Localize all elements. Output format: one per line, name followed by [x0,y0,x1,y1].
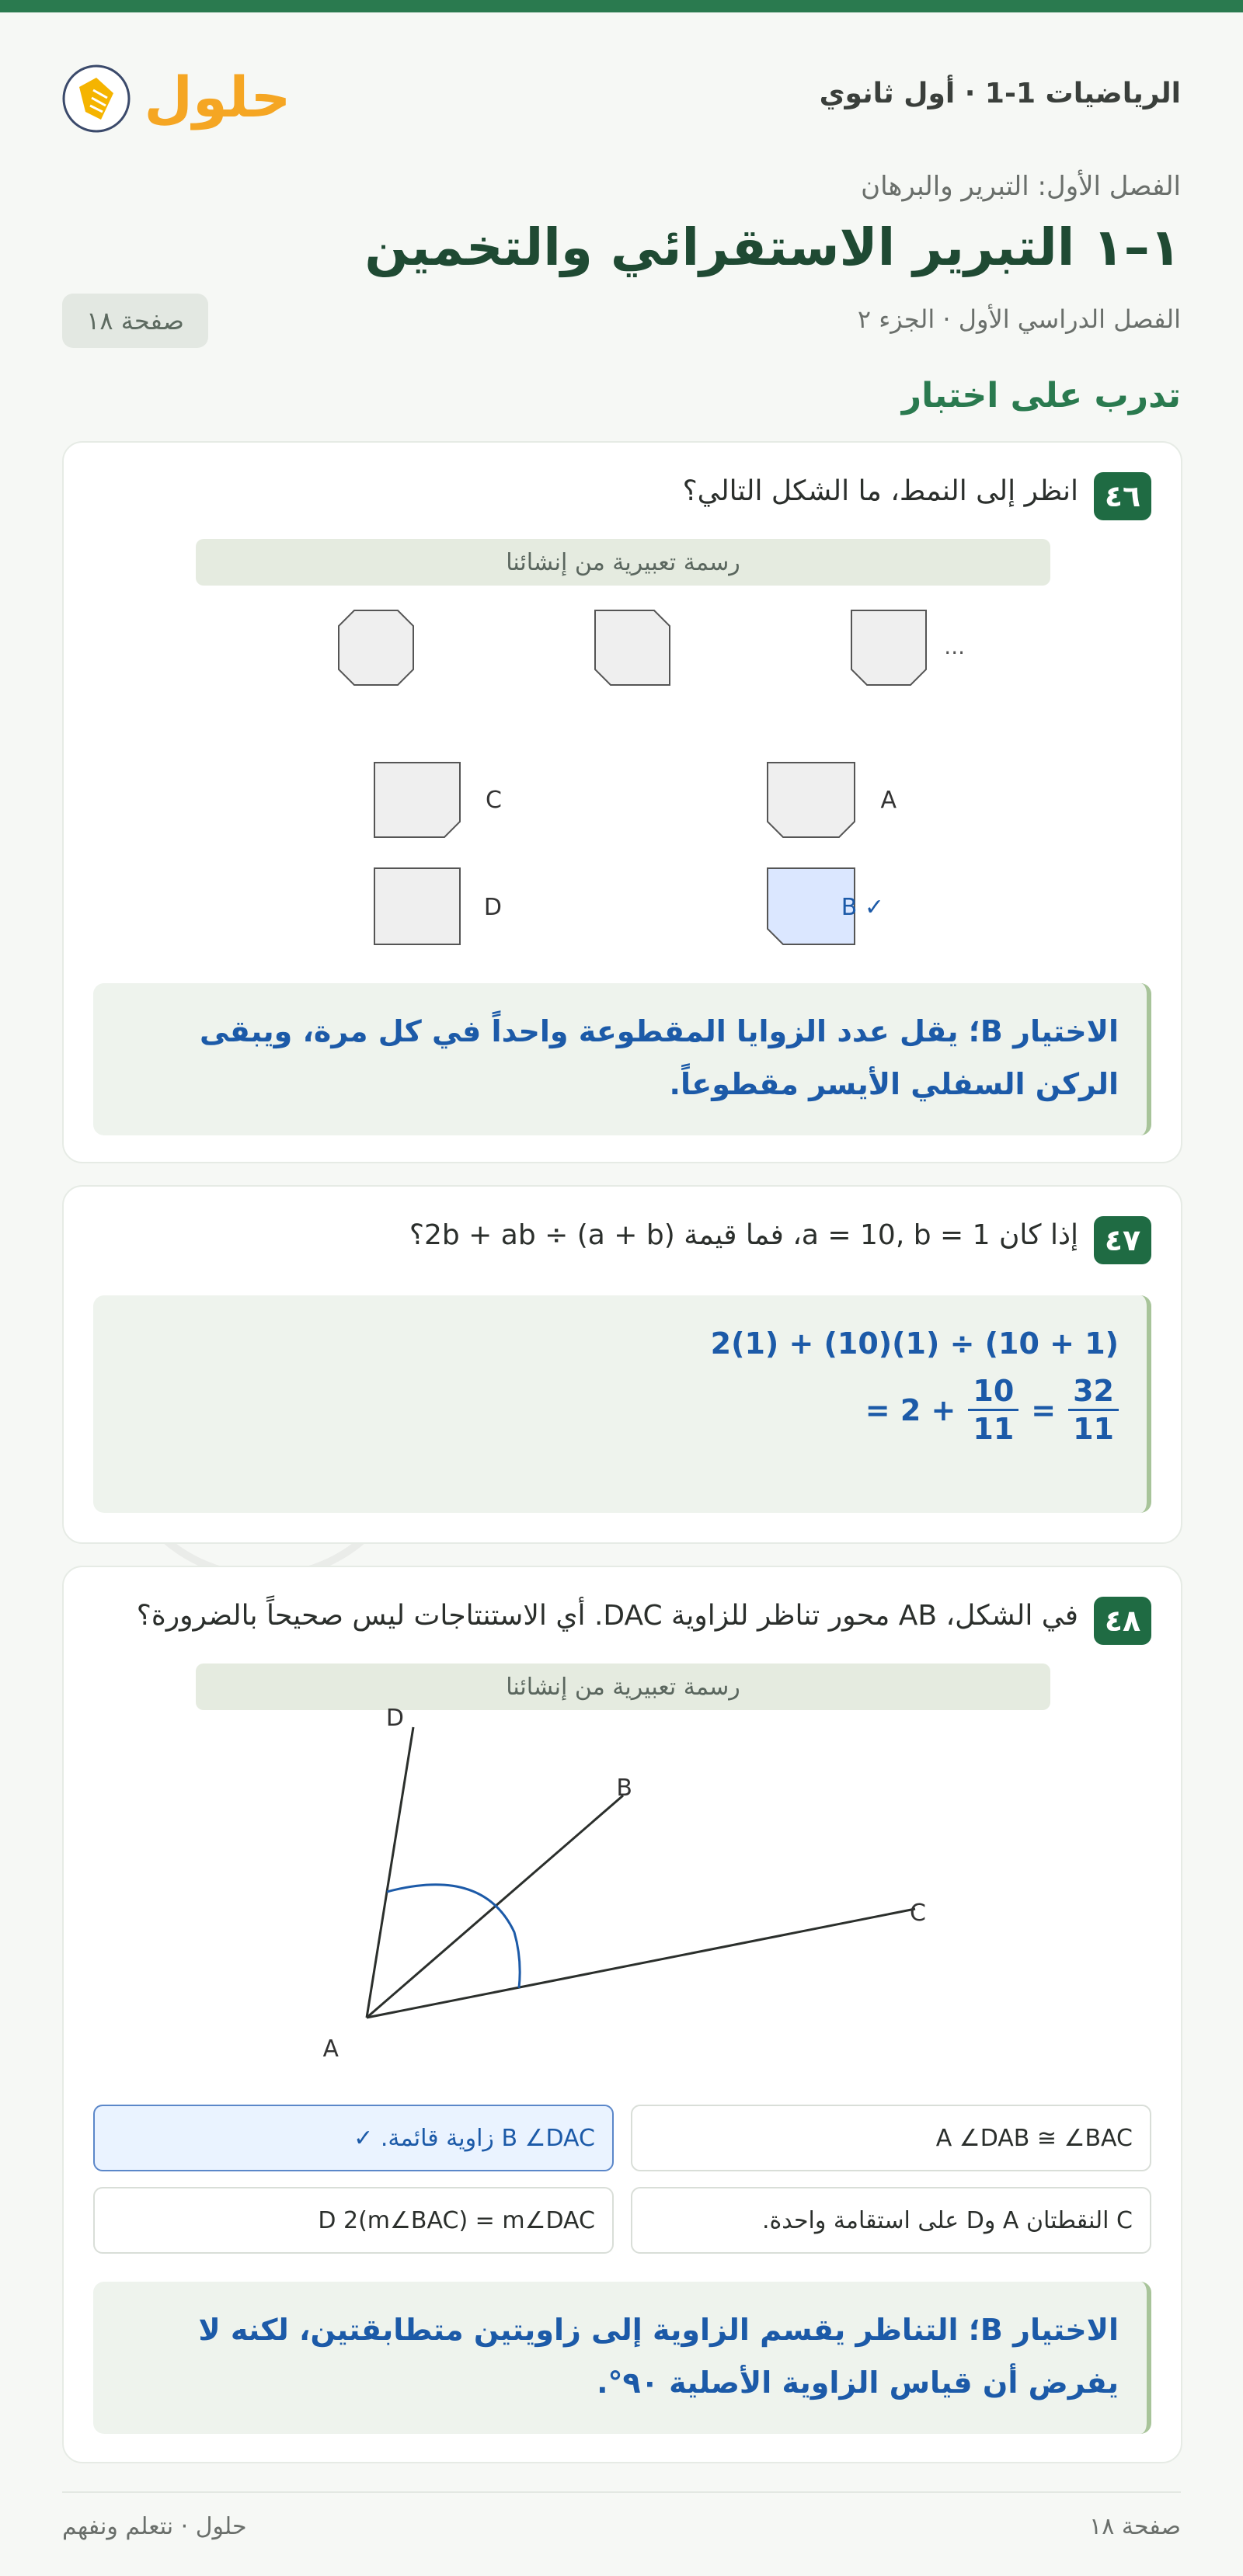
question-text: إذا كان a = 10, b = 1، فما قيمة 2b + ab ÷ (a + b)؟ [409,1219,1078,1251]
angle-arc [387,1885,520,1988]
pattern-shape-2 [595,610,670,685]
ray-ad [367,1727,413,2018]
question-card-46 [62,441,1182,1163]
pattern-shape-3 [339,610,413,685]
point-a-label: A [322,2035,339,2056]
section-title: تدرب على اختبار [901,376,1181,415]
brand-logo [62,64,295,134]
footer-page-number: صفحة ١٨ [1089,2513,1181,2540]
point-b-label: B [616,1775,632,1802]
option-c-shape [374,763,460,837]
pattern-ellipsis: ... [944,634,965,659]
fraction-2 [1068,1373,1119,1447]
fraction-2-numerator: 32 [1068,1373,1119,1411]
pattern-shape-1 [851,610,926,685]
course-title: الرياضيات 1-1 · أول ثانوي [819,78,1181,110]
ray-ac [367,1909,915,2018]
choice-a[interactable]: A ∠DAB ≅ ∠BAC [631,2105,1151,2171]
solution-box [93,1295,1151,1513]
question-text: في الشكل، AB محور تناظر للزاوية DAC. أي الاستنتاجات ليس صحيحاً بالضرورة؟ [136,1600,1078,1632]
choice-b[interactable]: B ∠DAC زاوية قائمة. ✓ [93,2105,614,2171]
fraction-1-numerator: 10 [968,1373,1018,1411]
answer-box: الاختيار B؛ يقل عدد الزوايا المقطوعة واحداً في كل مرة، ويبقى الركن السفلي الأيسر مقطوعاً. [93,983,1151,1135]
illustration-tag: رسمة تعبيرية من إنشائنا [196,1663,1050,1710]
fraction-1 [968,1373,1018,1447]
lesson-title: ١–١ التبرير الاستقرائي والتخمين [364,217,1181,277]
question-card-47 [62,1185,1182,1544]
point-d-label: D [385,1705,404,1732]
solution-equals: = [1031,1392,1057,1427]
choice-c[interactable]: C النقطتان A وD على استقامة واحدة. [631,2187,1151,2254]
page-badge: صفحة ١٨ [62,294,208,348]
option-a-shape [768,763,855,837]
top-accent-bar [0,0,1243,12]
brand-name: حلول [144,64,291,130]
illustration-tag: رسمة تعبيرية من إنشائنا [196,539,1050,586]
angle-figure [64,1699,1181,2056]
question-card-48 [62,1566,1182,2463]
solution-line-1: 2(1) + (10)(1) ÷ (10 + 1) [710,1326,1119,1361]
footer-tagline: حلول · نتعلم ونفهم [62,2513,247,2540]
solution-line-2 [121,1373,1119,1447]
point-c-label: C [910,1900,926,1927]
pattern-figure [64,598,1181,1033]
choice-d[interactable]: D 2(m∠BAC) = m∠DAC [93,2187,614,2254]
question-text: انظر إلى النمط، ما الشكل التالي؟ [682,475,1078,507]
footer-divider [62,2491,1181,2493]
page-header [62,50,1181,149]
question-number: ٤٧ [1094,1216,1151,1264]
option-a-label: A [880,787,897,814]
option-c-label: C [486,787,502,814]
option-b-label: ✓ B [841,894,884,921]
question-number: ٤٨ [1094,1597,1151,1645]
semester-label: الفصل الدراسي الأول · الجزء ٢ [857,304,1181,334]
option-d-shape [374,868,460,944]
chapter-title: الفصل الأول: التبرير والبرهان [861,171,1181,202]
option-d-label: D [483,894,502,921]
solution-prefix: = 2 + [865,1392,956,1427]
answer-box: الاختيار B؛ التناظر يقسم الزاوية إلى زاويتين متطابقتين، لكنه لا يفرض أن قياس الزاوية الأصلية ٩٠°. [93,2282,1151,2434]
question-number: ٤٦ [1094,472,1151,520]
fraction-1-denominator: 11 [973,1412,1015,1446]
fraction-2-denominator: 11 [1073,1412,1114,1446]
